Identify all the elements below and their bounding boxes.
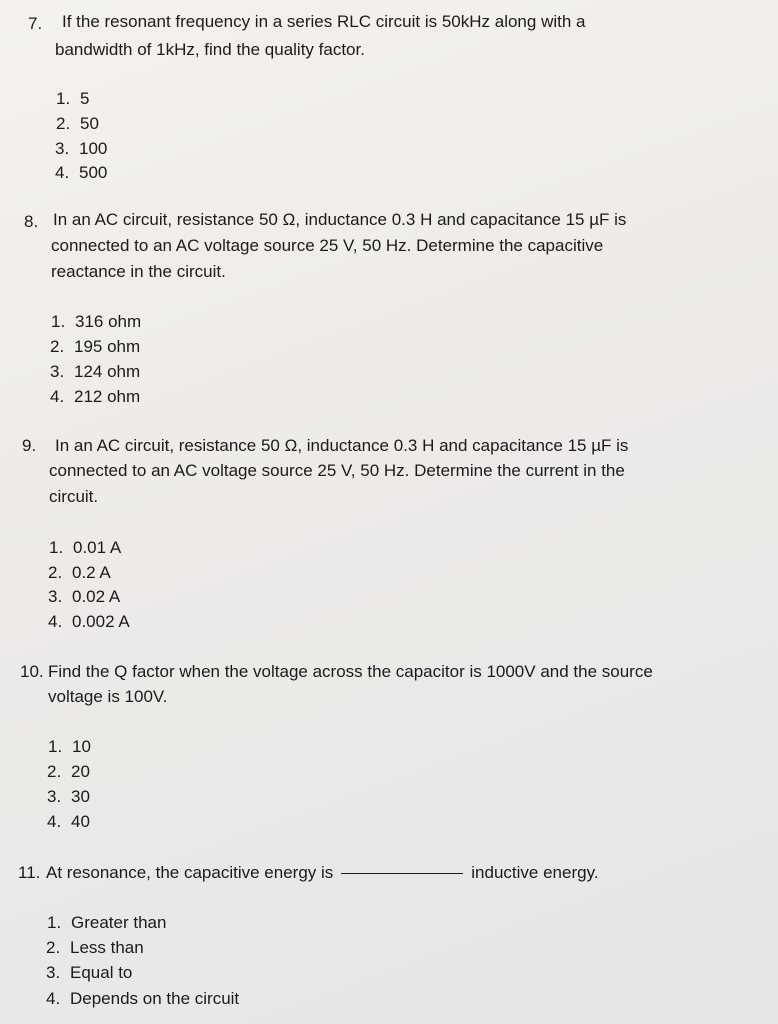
option-number: 1. [49, 538, 64, 557]
option-number: 3. [48, 587, 63, 606]
option-number: 3. [55, 139, 70, 158]
answer-option [48, 561, 111, 585]
option-text: 124 ohm [74, 362, 141, 381]
question-text-line: In an AC circuit, resistance 50 Ω, inductance 0.3 H and capacitance 15 µF is [53, 210, 627, 229]
option-text: 316 ohm [75, 312, 142, 331]
question-number: 8. [24, 212, 39, 231]
option-text: Less than [70, 938, 144, 957]
fill-in-blank [341, 873, 463, 874]
question-text-line [46, 861, 599, 885]
option-number: 4. [50, 387, 65, 406]
answer-option [51, 310, 141, 334]
option-number: 3. [46, 963, 61, 982]
option-text: 0.01 A [73, 538, 122, 557]
option-number: 1. [56, 89, 71, 108]
answer-option [46, 961, 132, 985]
answer-option [48, 585, 120, 609]
option-text: 212 ohm [74, 387, 141, 406]
option-text: 100 [79, 139, 108, 158]
option-number: 2. [50, 337, 65, 356]
question-text-line: bandwidth of 1kHz, find the quality factor. [55, 40, 365, 59]
answer-option [49, 536, 121, 560]
option-text: 50 [80, 114, 99, 133]
option-text: 0.2 A [72, 563, 111, 582]
answer-option [55, 161, 107, 185]
option-text: 0.02 A [72, 587, 121, 606]
option-text: 195 ohm [74, 337, 141, 356]
answer-option [56, 112, 99, 136]
option-number: 4. [47, 812, 62, 831]
answer-option [50, 335, 140, 359]
answer-option [50, 360, 140, 384]
question-text-line: connected to an AC voltage source 25 V, 50 Hz. Determine the current in the [49, 461, 625, 480]
answer-option [48, 610, 130, 634]
answer-option [50, 385, 140, 409]
option-text: Greater than [71, 913, 167, 932]
question-number: 9. [22, 436, 37, 455]
option-text: Depends on the circuit [70, 989, 240, 1008]
option-number: 4. [46, 989, 61, 1008]
question-text-line: circuit. [49, 487, 99, 506]
answer-option [47, 810, 90, 834]
question-text-line: voltage is 100V. [48, 687, 168, 706]
option-text: Equal to [70, 963, 133, 982]
option-number: 2. [56, 114, 71, 133]
question-number: 11. [18, 863, 41, 882]
answer-option [47, 760, 90, 784]
question-number: 10. [20, 662, 44, 681]
question-text-after-blank: inductive energy. [471, 863, 599, 882]
answer-option [48, 735, 91, 759]
answer-option [46, 987, 239, 1011]
question-text-line: If the resonant frequency in a series RLC circuit is 50kHz along with a [62, 12, 586, 31]
question-text-before-blank: At resonance, the capacitive energy is [46, 863, 334, 882]
option-number: 2. [48, 563, 63, 582]
answer-option [56, 87, 89, 111]
option-number: 2. [47, 762, 62, 781]
question-text-line: connected to an AC voltage source 25 V, 50 Hz. Determine the capacitive [51, 236, 604, 255]
option-number: 1. [47, 913, 62, 932]
option-number: 2. [46, 938, 61, 957]
option-number: 3. [47, 787, 62, 806]
question-text-line: In an AC circuit, resistance 50 Ω, inductance 0.3 H and capacitance 15 µF is [55, 436, 629, 455]
answer-option [47, 785, 90, 809]
option-text: 500 [79, 163, 108, 182]
answer-option [47, 911, 166, 935]
option-number: 3. [50, 362, 65, 381]
option-text: 20 [71, 762, 90, 781]
option-text: 30 [71, 787, 90, 806]
option-text: 40 [71, 812, 90, 831]
question-number: 7. [28, 14, 43, 33]
question-text-line: reactance in the circuit. [51, 262, 226, 281]
answer-option [55, 137, 107, 161]
option-number: 4. [48, 612, 63, 631]
option-text: 0.002 A [72, 612, 130, 631]
answer-option [46, 936, 144, 960]
option-number: 1. [51, 312, 66, 331]
question-text-line: Find the Q factor when the voltage across the capacitor is 1000V and the source [48, 662, 653, 681]
option-text: 10 [72, 737, 91, 756]
option-text: 5 [80, 89, 90, 108]
option-number: 1. [48, 737, 63, 756]
option-number: 4. [55, 163, 70, 182]
